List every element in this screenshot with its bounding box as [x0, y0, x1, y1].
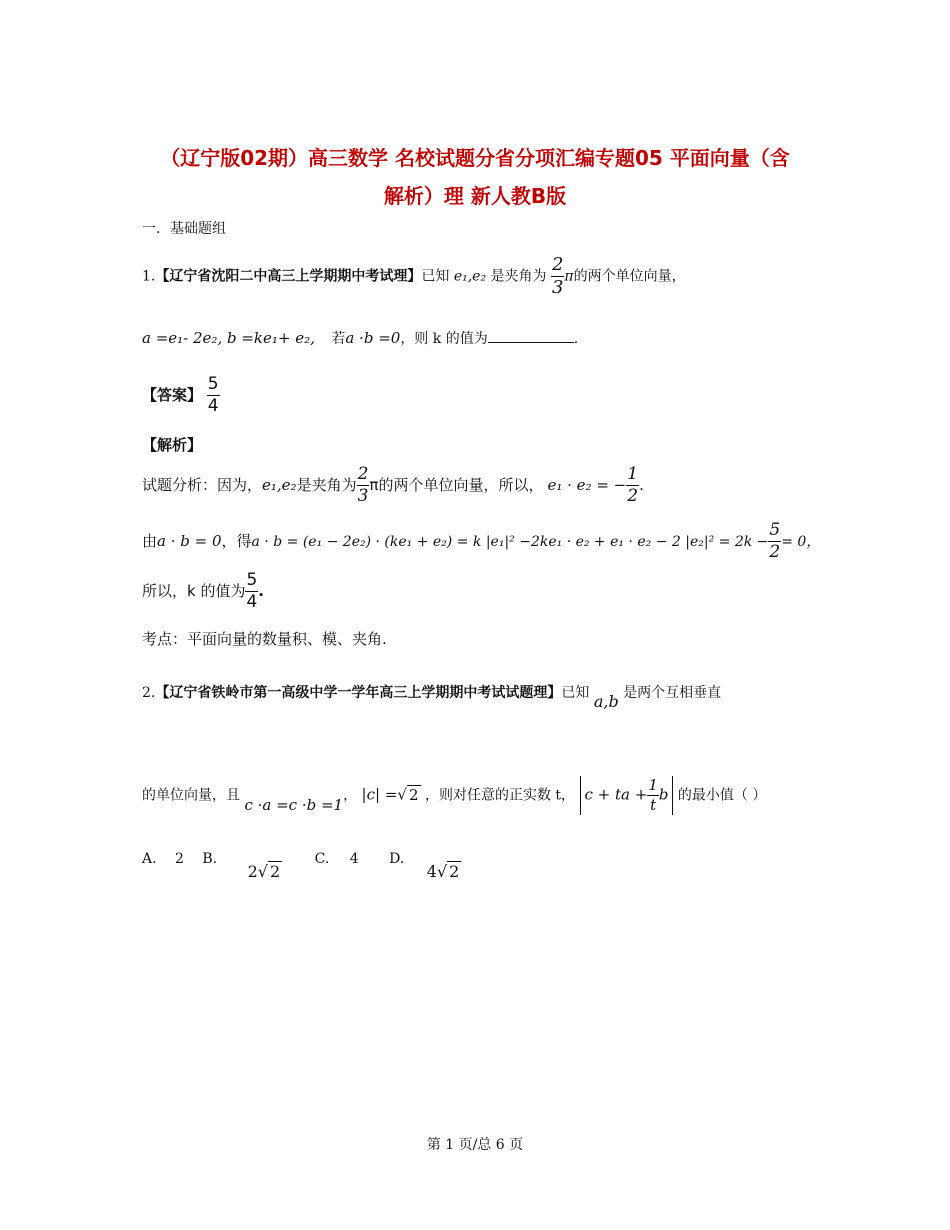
analysis-text: 是夹角为	[296, 476, 357, 494]
analysis-text: 试题分析：因为，	[142, 476, 263, 494]
modulus-expr: |c| =	[361, 785, 398, 804]
question-2-line-2: 的单位向量，且 c ·a =c ·b =1， |c| =√ 2 ，则对任意的正实数 t， c + ta + $\frac{1}{t}$ b 的最小值（ ）	[142, 776, 767, 814]
vector-pair: a,b	[593, 692, 619, 711]
vector-definitions: a =e₁- 2e₂, b =ke₁+ e₂,	[142, 329, 315, 347]
option-a-value: 2	[175, 851, 184, 867]
analysis-text: .	[639, 476, 644, 494]
q2-text: ，则对任意的正实数 t，	[424, 787, 576, 804]
q1-text: 是夹角为	[490, 268, 547, 285]
question-1-line-2	[142, 328, 578, 348]
question-2-line-1	[142, 682, 722, 711]
answer-label: 【答案】	[142, 386, 203, 404]
q2-text: 已知	[561, 685, 590, 701]
option-b-label: B.	[202, 851, 218, 867]
expansion-expr: a · b = (e₁ − 2e₂) · (ke₁ + e₂) = k |e₁|² −2ke₁ · e₂ + e₁ · e₂ − 2 |e₂|² = 2k −	[251, 534, 769, 550]
analysis-text: 所以，k 的值为	[142, 582, 246, 600]
question-number: 2.	[142, 685, 156, 701]
fraction: $\frac{5}{4}$	[246, 570, 258, 612]
vector-pair: e₁,e₂	[453, 268, 487, 285]
q2-text: 是两个互相垂直	[623, 685, 722, 701]
analysis-text: .	[258, 582, 264, 600]
fraction: $\frac{2}{3}$	[551, 254, 564, 298]
option-d-label: D.	[389, 851, 405, 867]
question-source: 【辽宁省铁岭市第一高级中学一学年高三上学期期中考试试题理】	[155, 685, 562, 701]
question-number: 1.	[142, 268, 156, 285]
answer-blank	[488, 341, 574, 343]
answer-fraction: $\frac{5}{4}$	[207, 374, 219, 416]
fraction: $\frac{2}{3}$	[357, 464, 369, 506]
topic-line: 考点：平面向量的数量积、模、夹角.	[142, 630, 387, 648]
analysis-line-1	[142, 466, 644, 505]
analysis-text: 由	[142, 532, 158, 550]
q1-text: ，则 k 的值为	[400, 331, 488, 347]
q1-text: 若	[331, 331, 346, 347]
q2-text: ，	[343, 787, 358, 804]
analysis-line-2	[142, 522, 820, 561]
question-1-line-1	[142, 256, 686, 297]
doc-title-line-1: （辽宁版02期）高三数学 名校试题分省分项汇编专题05 平面向量（含	[160, 146, 790, 170]
fraction: $\frac{1}{2}$	[627, 464, 639, 506]
doc-title-line-2: 解析）理 新人教B版	[383, 184, 567, 208]
option-b-value: 2√ 2	[247, 862, 281, 881]
analysis-text: ，得	[221, 532, 252, 550]
vector-pair: e₁,e₂	[262, 476, 297, 494]
condition-expr: a · b = 0	[157, 532, 222, 550]
condition-expr: c ·a =c ·b =1	[244, 795, 344, 814]
condition-expr: a ·b =0	[345, 329, 401, 347]
option-a-label: A.	[142, 851, 157, 867]
q1-text: 已知	[421, 268, 450, 285]
norm-expr: c + ta + $\frac{1}{t}$ b	[580, 776, 674, 815]
sqrt-value: 2	[408, 785, 419, 804]
page-footer: 第 1 页/总 6 页	[426, 1137, 524, 1153]
question-source: 【辽宁省沈阳二中高三上学期期中考试理】	[155, 268, 422, 285]
answer-1	[142, 376, 220, 415]
q2-text: 的最小值（ ）	[677, 787, 767, 804]
dot-product-expr: e₁ · e₂ = −	[547, 476, 627, 494]
analysis-label: 【解析】	[142, 436, 203, 454]
option-c-label: C.	[314, 851, 330, 867]
pi-symbol: π	[564, 268, 574, 285]
section-heading: 一．基础题组	[142, 221, 226, 237]
analysis-text: π的两个单位向量，所以，	[369, 476, 544, 494]
q1-text: 的两个单位向量，	[573, 268, 686, 285]
fraction: $\frac{5}{2}$	[769, 520, 781, 562]
q2-text: 的单位向量，且	[142, 787, 240, 804]
option-c-value: 4	[349, 851, 359, 867]
analysis-line-3	[142, 572, 264, 611]
options-row	[142, 848, 461, 881]
option-d-value: 4√ 2	[426, 862, 460, 881]
q1-text: .	[573, 331, 579, 347]
analysis-text: = 0，	[781, 534, 821, 550]
